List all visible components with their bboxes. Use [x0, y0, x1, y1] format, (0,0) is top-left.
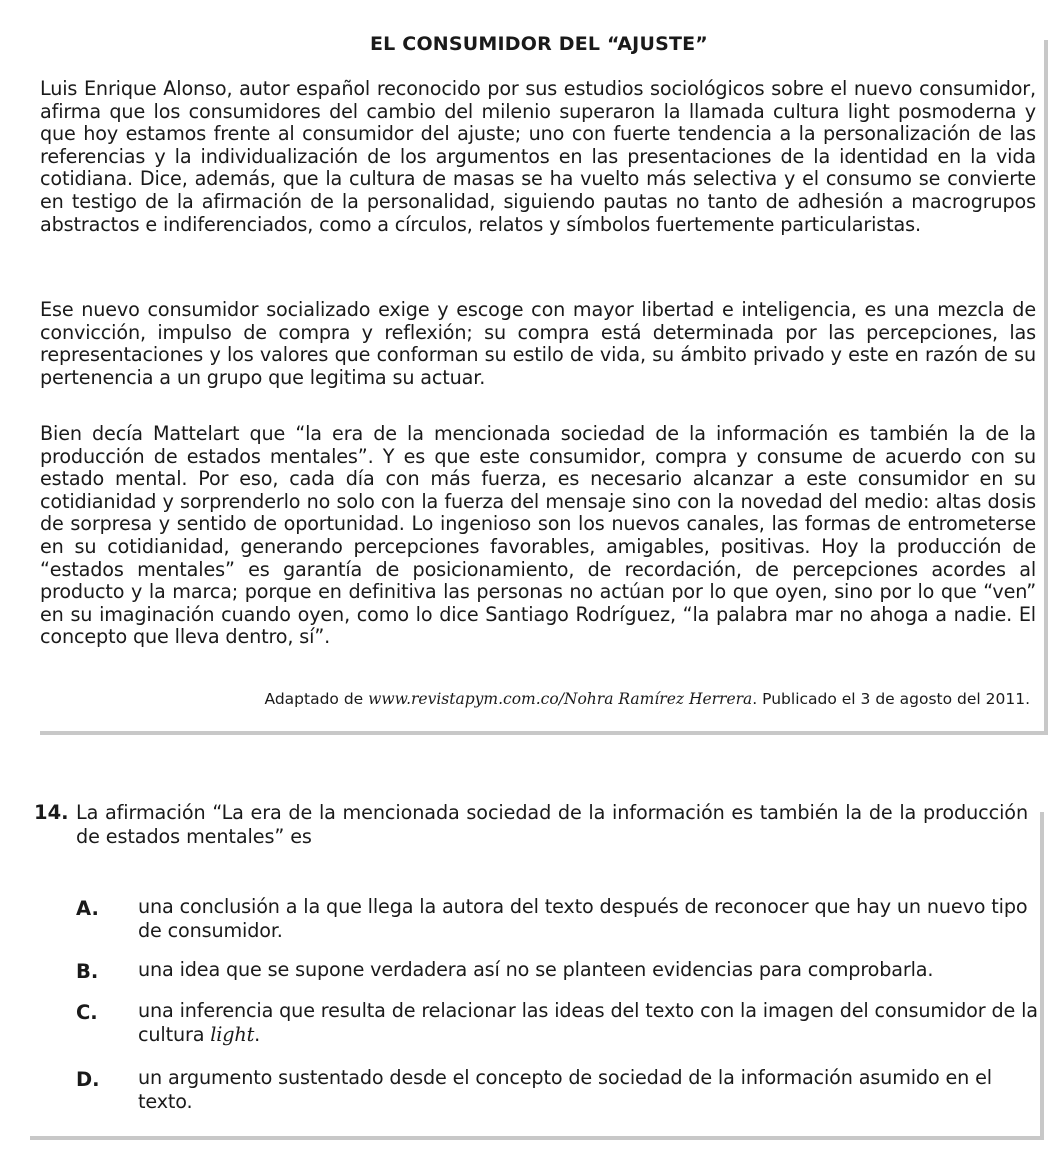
option-c-text[interactable]	[138, 999, 1038, 1047]
source-url: www.revistapym.com.co/Nohra Ramírez Herrera	[368, 690, 753, 708]
source-prefix: Adaptado de	[264, 690, 369, 708]
option-b-text[interactable]: una idea que se supone verdadera así no se planteen evidencias para comprobarla.	[138, 958, 934, 981]
question-border-right	[1040, 812, 1044, 1140]
option-c-main: una inferencia que resulta de relacionar las ideas del texto con la imagen del consumidor de la cultura	[138, 999, 1038, 1046]
question-stem: La afirmación “La era de la mencionada sociedad de la información es también la de la producción de estados mentales” es	[76, 801, 1028, 848]
question-border-bottom	[30, 1136, 1044, 1140]
option-a-text[interactable]: una conclusión a la que llega la autora del texto después de reconocer que hay un nuevo tipo de consumidor.	[138, 895, 1028, 942]
option-c-italic: light	[210, 1023, 255, 1046]
passage-paragraph-1: Luis Enrique Alonso, autor español reconocido por sus estudios sociológicos sobre el nuevo consumidor, afirma que los consumidores del cambio del milenio superaron la llamada cultura light posmoderna y que hoy estamos frente al consumidor del ajuste; uno con fuerte tendencia a la personalización de las referencias y la individualización de los argumentos en las presentaciones de la identidad en la vida cotidiana. Dice, además, que la cultura de masas se ha vuelto más selectiva y el consumo se convierte en testigo de la afirmación de la personalidad, siguiendo pautas no tanto de adhesión a macrogrupos abstractos e indiferenciados, como a círculos, relatos y símbolos fuertemente particularistas.	[40, 77, 1036, 236]
passage-paragraph-2: Ese nuevo consumidor socializado exige y escoge con mayor libertad e inteligencia, es una mezcla de convicción, impulso de compra y reflexión; su compra está determinada por las percepciones, las representaciones y los valores que conforman su estilo de vida, su ámbito privado y este en razón de su pertenencia a un grupo que legitima su actuar.	[40, 298, 1036, 389]
source-suffix: . Publicado el 3 de agosto del 2011.	[752, 690, 1030, 708]
option-b-letter[interactable]: B.	[76, 960, 99, 983]
passage-source	[264, 690, 1030, 708]
option-a-letter[interactable]: A.	[76, 897, 99, 920]
option-c-letter[interactable]: C.	[76, 1001, 98, 1024]
passage-border-right	[1044, 40, 1048, 735]
passage-paragraph-3: Bien decía Mattelart que “la era de la mencionada sociedad de la información es también la de la producción de estados mentales”. Y es que este consumidor, compra y consume de acuerdo con su estado mental. Por eso, cada día con más fuerza, es necesario alcanzar a este consumidor en su cotidianidad y sorprenderlo no solo con la fuerza del mensaje sino con la novedad del medio: altas dosis de sorpresa y sentido de oportunidad. Lo ingenioso son los nuevos canales, las formas de entrometerse en su cotidianidad, generando percepciones favorables, amigables, positivas. Hoy la producción de “estados mentales” es garantía de posicionamiento, de recordación, de percepciones acordes al producto y la marca; porque en definitiva las personas no actúan por lo que oyen, sino por lo que “ven” en su imaginación cuando oyen, como lo dice Santiago Rodríguez, “la palabra mar no ahoga a nadie. El concepto que lleva dentro, sí”.	[40, 422, 1036, 649]
option-c-after: .	[254, 1023, 261, 1046]
option-d-text[interactable]: un argumento sustentado desde el concepto de sociedad de la información asumido en el texto.	[138, 1066, 992, 1113]
question-number: 14.	[34, 801, 69, 824]
passage-title: EL CONSUMIDOR DEL “AJUSTE”	[370, 33, 708, 55]
passage-border-bottom	[40, 731, 1048, 735]
option-d-letter[interactable]: D.	[76, 1068, 100, 1091]
